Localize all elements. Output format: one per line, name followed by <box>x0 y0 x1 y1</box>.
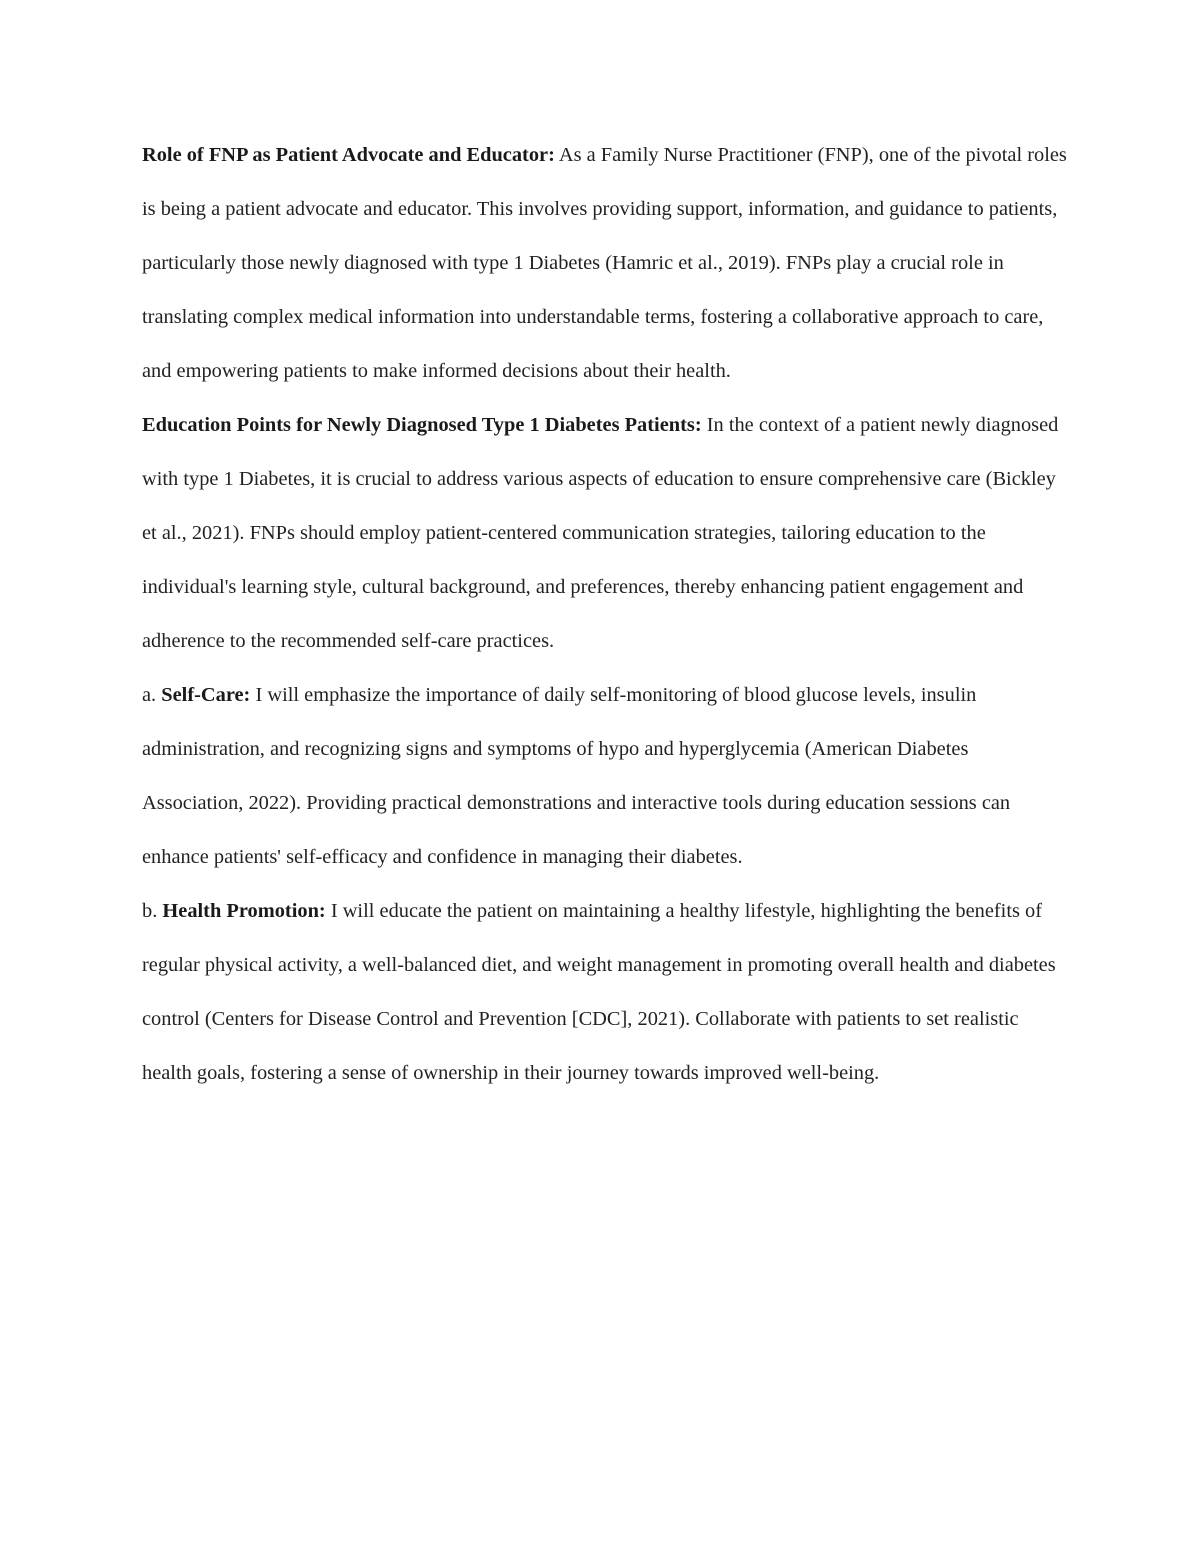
paragraph-heading: Self-Care: <box>161 684 251 706</box>
paragraph-text: I will educate the patient on maintaining a healthy lifestyle, highlighting the benefits of regular physical activity, a well-balanced diet, and weight management in promoting overall health and diabetes control (Centers for Disease Control and Prevention [CDC], 2021). Collaborate with patients to set realistic health goals, fostering a sense of ownership in their journey towards improved well-being. <box>142 900 1056 1084</box>
paragraph-text: As a Family Nurse Practitioner (FNP), one of the pivotal roles is being a patient advocate and educator. This involves providing support, information, and guidance to patients, particularly those newly diagnosed with type 1 Diabetes (Hamric et al., 2019). FNPs play a crucial role in translating complex medical information into understandable terms, fostering a collaborative approach to care, and empowering patients to make informed decisions about their health. <box>142 144 1067 382</box>
paragraph-fnp-role <box>142 128 1072 398</box>
paragraph-heading: Role of FNP as Patient Advocate and Educator: <box>142 144 555 166</box>
paragraph-self-care <box>142 668 1072 884</box>
list-marker: b. <box>142 900 158 922</box>
paragraph-text: In the context of a patient newly diagnosed with type 1 Diabetes, it is crucial to address various aspects of education to ensure comprehensive care (Bickley et al., 2021). FNPs should employ patient-centered communication strategies, tailoring education to the individual's learning style, cultural background, and preferences, thereby enhancing patient engagement and adherence to the recommended self-care practices. <box>142 414 1059 652</box>
paragraph-heading: Health Promotion: <box>162 900 326 922</box>
document-body <box>142 128 1072 1100</box>
paragraph-text: I will emphasize the importance of daily self-monitoring of blood glucose levels, insulin administration, and recognizing signs and symptoms of hypo and hyperglycemia (American Diabetes Association, 2022). Providing practical demonstrations and interactive tools during education sessions can enhance patients' self-efficacy and confidence in managing their diabetes. <box>142 684 1011 868</box>
list-marker: a. <box>142 684 157 706</box>
paragraph-education-points <box>142 398 1072 668</box>
paragraph-health-promotion <box>142 884 1072 1100</box>
paragraph-heading: Education Points for Newly Diagnosed Type 1 Diabetes Patients: <box>142 414 702 436</box>
